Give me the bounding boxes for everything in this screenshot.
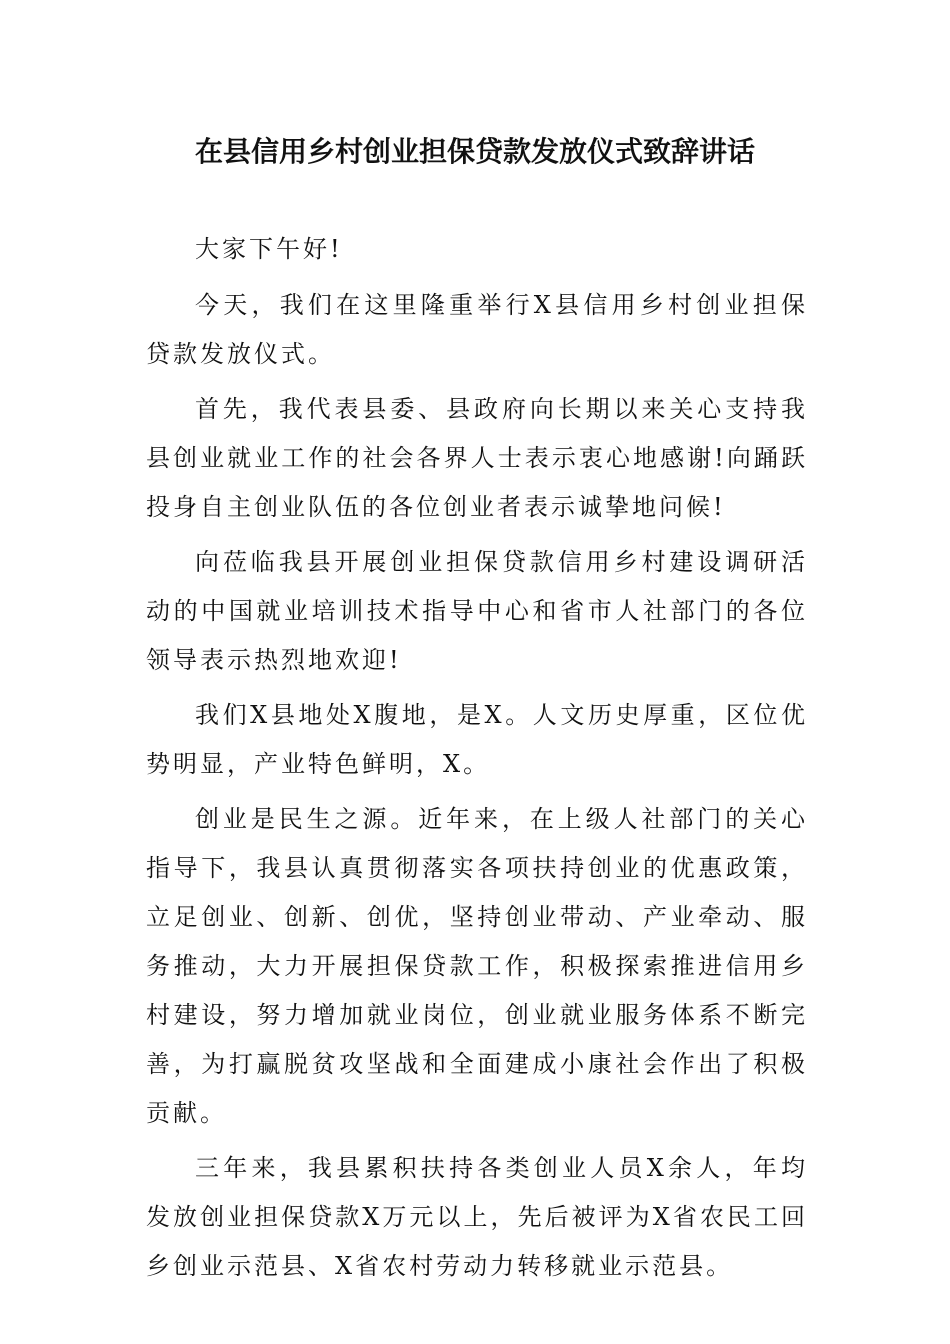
paragraph-county-intro: 我们X县地处X腹地，是X。人文历史厚重，区位优势明显，产业特色鲜明，X。 [146, 701, 808, 778]
paragraph-opening: 今天，我们在这里隆重举行X县信用乡村创业担保贷款发放仪式。 [146, 291, 808, 368]
paragraph-welcome: 向莅临我县开展创业担保贷款信用乡村建设调研活动的中国就业培训技术指导中心和省市人社部门的各位领导表示热烈地欢迎! [146, 548, 808, 674]
paragraph-thanks: 首先，我代表县委、县政府向长期以来关心支持我县创业就业工作的社会各界人士表示衷心地感谢!向踊跃投身自主创业队伍的各位创业者表示诚挚地问候! [146, 395, 808, 521]
document-title: 在县信用乡村创业担保贷款发放仪式致辞讲话 [194, 135, 755, 168]
paragraph-greeting: 大家下午好! [195, 235, 343, 263]
document-body [146, 225, 808, 1291]
paragraph-entrepreneurship: 创业是民生之源。近年来，在上级人社部门的关心指导下，我县认真贯彻落实各项扶持创业的优惠政策，立足创业、创新、创优，坚持创业带动、产业牵动、服务推动，大力开展担保贷款工作，积极探索推进信用乡村建设，努力增加就业岗位，创业就业服务体系不断完善，为打赢脱贫攻坚战和全面建成小康社会作出了积极贡献。 [146, 805, 808, 1127]
paragraph-achievements: 三年来，我县累积扶持各类创业人员X余人，年均发放创业担保贷款X万元以上，先后被评为X省农民工回乡创业示范县、X省农村劳动力转移就业示范县。 [146, 1154, 808, 1280]
